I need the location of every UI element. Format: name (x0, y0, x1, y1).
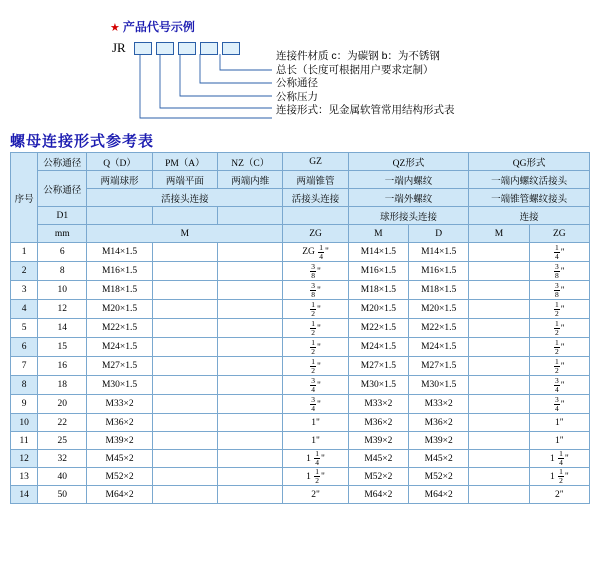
table-header-row-5 (11, 225, 590, 243)
cell-nz (218, 300, 283, 319)
cell-seq: 11 (11, 432, 38, 450)
cell-pm (152, 376, 217, 395)
star-icon: ★ (110, 22, 120, 34)
cell-dn: 18 (38, 376, 87, 395)
cell-qz-d: M39×2 (409, 432, 469, 450)
cell-qz-d: M30×1.5 (409, 376, 469, 395)
cell-pm (152, 243, 217, 262)
header-spacer-gz (283, 207, 348, 225)
table-row (11, 450, 590, 468)
cell-q: M33×2 (87, 395, 152, 414)
cell-gz: $\frac{1}{2}$ " (283, 338, 348, 357)
header-qg-desc2: 一端锥管螺纹接头 (469, 189, 590, 207)
header-gz-desc: 两端锥管 (283, 171, 348, 189)
cell-dn: 25 (38, 432, 87, 450)
cell-q: M14×1.5 (87, 243, 152, 262)
cell-qz-m: M45×2 (348, 450, 408, 468)
cell-qz-m: M27×1.5 (348, 357, 408, 376)
diagram-label-connection-type: 连接形式：见金属软管常用结构形式表 (276, 104, 455, 116)
cell-pm (152, 357, 217, 376)
cell-qz-m: M52×2 (348, 468, 408, 486)
cell-nz (218, 262, 283, 281)
cell-pm (152, 395, 217, 414)
table-row (11, 319, 590, 338)
cell-dn: 14 (38, 319, 87, 338)
product-code-prefix: JR (112, 40, 126, 55)
cell-gz: $\frac{3}{8}$ " (283, 281, 348, 300)
cell-qg-m (469, 357, 529, 376)
header-unit-m: M (87, 225, 283, 243)
cell-seq: 2 (11, 262, 38, 281)
cell-qz-m: M30×1.5 (348, 376, 408, 395)
cell-qz-m: M36×2 (348, 414, 408, 432)
table-row (11, 376, 590, 395)
table-head (11, 153, 590, 243)
cell-pm (152, 414, 217, 432)
diagram-label-length: 总长（长度可根据用户要求定制） (276, 63, 434, 76)
cell-q: M20×1.5 (87, 300, 152, 319)
table-row (11, 281, 590, 300)
cell-nz (218, 395, 283, 414)
diagram-label-nominal-diameter: 公称通径 (276, 77, 318, 89)
header-col-pm-code: PM（A） (152, 153, 217, 171)
cell-qg-zg: $\frac{3}{8}$ " (529, 281, 589, 300)
cell-qg-zg: $\frac{1}{2}$ " (529, 319, 589, 338)
cell-qz-d: M27×1.5 (409, 357, 469, 376)
header-q-desc: 两端球形 (87, 171, 152, 189)
cell-dn: 32 (38, 450, 87, 468)
cell-pm (152, 262, 217, 281)
table-header-row-2 (11, 171, 590, 189)
cell-seq: 9 (11, 395, 38, 414)
diagram-label-nominal-pressure: 公称压力 (276, 90, 318, 103)
cell-qz-m: M22×1.5 (348, 319, 408, 338)
table-row (11, 414, 590, 432)
header-unit-qz-m: M (348, 225, 408, 243)
header-group-live-joint: 活接头连接 (87, 189, 283, 207)
cell-qz-d: M45×2 (409, 450, 469, 468)
header-qg-group: 连接 (469, 207, 590, 225)
cell-dn: 20 (38, 395, 87, 414)
cell-qg-zg: $\frac{3}{8}$ " (529, 262, 589, 281)
cell-qz-d: M36×2 (409, 414, 469, 432)
cell-qg-zg: $\frac{1}{2}$ " (529, 338, 589, 357)
cell-qz-d: M20×1.5 (409, 300, 469, 319)
cell-qg-zg: $\frac{1}{4}$ " (529, 243, 589, 262)
cell-qg-zg: 1" (529, 414, 589, 432)
cell-dn: 40 (38, 468, 87, 486)
header-qz-desc1: 一端内螺纹 (348, 171, 469, 189)
cell-qz-m: M20×1.5 (348, 300, 408, 319)
cell-qg-zg: 1 $\frac{1}{2}$ " (529, 468, 589, 486)
cell-pm (152, 432, 217, 450)
cell-q: M24×1.5 (87, 338, 152, 357)
cell-gz: $\frac{1}{2}$ " (283, 357, 348, 376)
cell-qz-m: M18×1.5 (348, 281, 408, 300)
cell-qz-d: M16×1.5 (409, 262, 469, 281)
cell-nz (218, 432, 283, 450)
cell-seq: 8 (11, 376, 38, 395)
table-row (11, 300, 590, 319)
cell-nz (218, 450, 283, 468)
product-code-diagram (0, 0, 600, 128)
cell-dn: 22 (38, 414, 87, 432)
diagram-label-list (276, 50, 455, 118)
table-body (11, 243, 590, 504)
header-unit-qg-m: M (469, 225, 529, 243)
cell-seq: 4 (11, 300, 38, 319)
cell-qg-m (469, 319, 529, 338)
cell-pm (152, 486, 217, 504)
cell-gz: $\frac{1}{2}$ " (283, 300, 348, 319)
cell-qg-m (469, 432, 529, 450)
table-header-row-4 (11, 207, 590, 225)
header-qz-group: 球形接头连接 (348, 207, 469, 225)
cell-qz-m: M64×2 (348, 486, 408, 504)
cell-dn: 15 (38, 338, 87, 357)
cell-qz-d: M14×1.5 (409, 243, 469, 262)
cell-nz (218, 414, 283, 432)
cell-seq: 13 (11, 468, 38, 486)
cell-q: M18×1.5 (87, 281, 152, 300)
header-unit-zg: ZG (283, 225, 348, 243)
cell-gz: $\frac{3}{4}$ " (283, 376, 348, 395)
cell-qg-m (469, 450, 529, 468)
cell-seq: 10 (11, 414, 38, 432)
cell-dn: 6 (38, 243, 87, 262)
header-dn-title: 公称通径 (38, 153, 87, 171)
cell-q: M30×1.5 (87, 376, 152, 395)
cell-pm (152, 281, 217, 300)
cell-gz: $\frac{3}{4}$ " (283, 395, 348, 414)
cell-pm (152, 338, 217, 357)
cell-qz-d: M33×2 (409, 395, 469, 414)
cell-q: M64×2 (87, 486, 152, 504)
cell-dn: 12 (38, 300, 87, 319)
cell-qz-d: M18×1.5 (409, 281, 469, 300)
nut-connection-table (10, 152, 590, 504)
cell-qz-d: M64×2 (409, 486, 469, 504)
table-header-row-1 (11, 153, 590, 171)
cell-qg-m (469, 468, 529, 486)
cell-seq: 3 (11, 281, 38, 300)
cell-q: M39×2 (87, 432, 152, 450)
header-nz-desc: 两端内维 (218, 171, 283, 189)
cell-nz (218, 468, 283, 486)
cell-pm (152, 468, 217, 486)
diagram-title-text: 产品代号示例 (122, 20, 195, 34)
cell-qg-m (469, 395, 529, 414)
cell-seq: 7 (11, 357, 38, 376)
cell-seq: 1 (11, 243, 38, 262)
table-row (11, 243, 590, 262)
cell-pm (152, 300, 217, 319)
cell-nz (218, 319, 283, 338)
cell-seq: 5 (11, 319, 38, 338)
cell-gz: $\frac{3}{8}$ " (283, 262, 348, 281)
header-qg-desc1: 一端内螺纹活接头 (469, 171, 590, 189)
cell-dn: 16 (38, 357, 87, 376)
cell-qz-m: M16×1.5 (348, 262, 408, 281)
header-unit-qz-d: D (409, 225, 469, 243)
cell-qz-d: M52×2 (409, 468, 469, 486)
cell-dn: 50 (38, 486, 87, 504)
cell-q: M27×1.5 (87, 357, 152, 376)
cell-nz (218, 357, 283, 376)
cell-nz (218, 243, 283, 262)
header-dn-unit: mm (38, 225, 87, 243)
cell-qg-m (469, 338, 529, 357)
cell-qg-zg: $\frac{1}{2}$ " (529, 357, 589, 376)
header-gz-group: 活接头连接 (283, 189, 348, 207)
table-row (11, 486, 590, 504)
cell-qg-zg: 2" (529, 486, 589, 504)
header-col-q-code: Q（D） (87, 153, 152, 171)
header-spacer-nz (218, 207, 283, 225)
cell-qg-zg: $\frac{3}{4}$ " (529, 376, 589, 395)
cell-qg-m (469, 262, 529, 281)
cell-dn: 8 (38, 262, 87, 281)
cell-q: M52×2 (87, 468, 152, 486)
cell-q: M16×1.5 (87, 262, 152, 281)
cell-qz-m: M14×1.5 (348, 243, 408, 262)
cell-nz (218, 486, 283, 504)
cell-qg-zg: $\frac{3}{4}$ " (529, 395, 589, 414)
section-title: 螺母连接形式参考表 (10, 133, 155, 150)
cell-nz (218, 376, 283, 395)
cell-qg-m (469, 281, 529, 300)
cell-qg-m (469, 300, 529, 319)
table-row (11, 468, 590, 486)
table-row (11, 357, 590, 376)
cell-qz-d: M22×1.5 (409, 319, 469, 338)
cell-nz (218, 338, 283, 357)
cell-q: M36×2 (87, 414, 152, 432)
cell-nz (218, 281, 283, 300)
header-spacer-pm (152, 207, 217, 225)
cell-gz: $\frac{1}{2}$ " (283, 319, 348, 338)
cell-qz-m: M33×2 (348, 395, 408, 414)
header-pm-desc: 两端平面 (152, 171, 217, 189)
header-dn-d1: D1 (38, 207, 87, 225)
header-unit-qg-zg: ZG (529, 225, 589, 243)
cell-gz: 2" (283, 486, 348, 504)
cell-dn: 10 (38, 281, 87, 300)
table-header-row-3 (11, 189, 590, 207)
header-spacer-q (87, 207, 152, 225)
cell-q: M22×1.5 (87, 319, 152, 338)
header-seq: 序号 (11, 153, 38, 243)
cell-qg-zg: 1 $\frac{1}{4}$ " (529, 450, 589, 468)
diagram-label-material: 连接件材质 c：为碳钢 b：为不锈钢 (276, 50, 440, 62)
cell-seq: 12 (11, 450, 38, 468)
cell-qz-m: M24×1.5 (348, 338, 408, 357)
header-col-gz-code: GZ (283, 153, 348, 171)
cell-gz: 1" (283, 432, 348, 450)
cell-qg-zg: $\frac{1}{2}$ " (529, 300, 589, 319)
cell-qz-d: M24×1.5 (409, 338, 469, 357)
cell-qg-zg: 1" (529, 432, 589, 450)
cell-gz: 1 $\frac{1}{4}$ " (283, 450, 348, 468)
cell-qg-m (469, 376, 529, 395)
cell-gz: 1 $\frac{1}{2}$ " (283, 468, 348, 486)
cell-gz: 1" (283, 414, 348, 432)
table-row (11, 395, 590, 414)
cell-q: M45×2 (87, 450, 152, 468)
header-col-nz-code: NZ（C） (218, 153, 283, 171)
cell-pm (152, 450, 217, 468)
table-row (11, 262, 590, 281)
cell-seq: 14 (11, 486, 38, 504)
cell-qg-m (469, 243, 529, 262)
header-dn-label: 公称通径 (38, 171, 87, 207)
cell-pm (152, 319, 217, 338)
cell-qz-m: M39×2 (348, 432, 408, 450)
header-col-qz-code: QZ形式 (348, 153, 469, 171)
header-qz-desc2: 一端外螺纹 (348, 189, 469, 207)
header-col-qg-code: QG形式 (469, 153, 590, 171)
cell-gz: ZG $\frac{1}{4}$ " (283, 243, 348, 262)
cell-seq: 6 (11, 338, 38, 357)
cell-qg-m (469, 486, 529, 504)
table-row (11, 338, 590, 357)
cell-qg-m (469, 414, 529, 432)
table-row (11, 432, 590, 450)
